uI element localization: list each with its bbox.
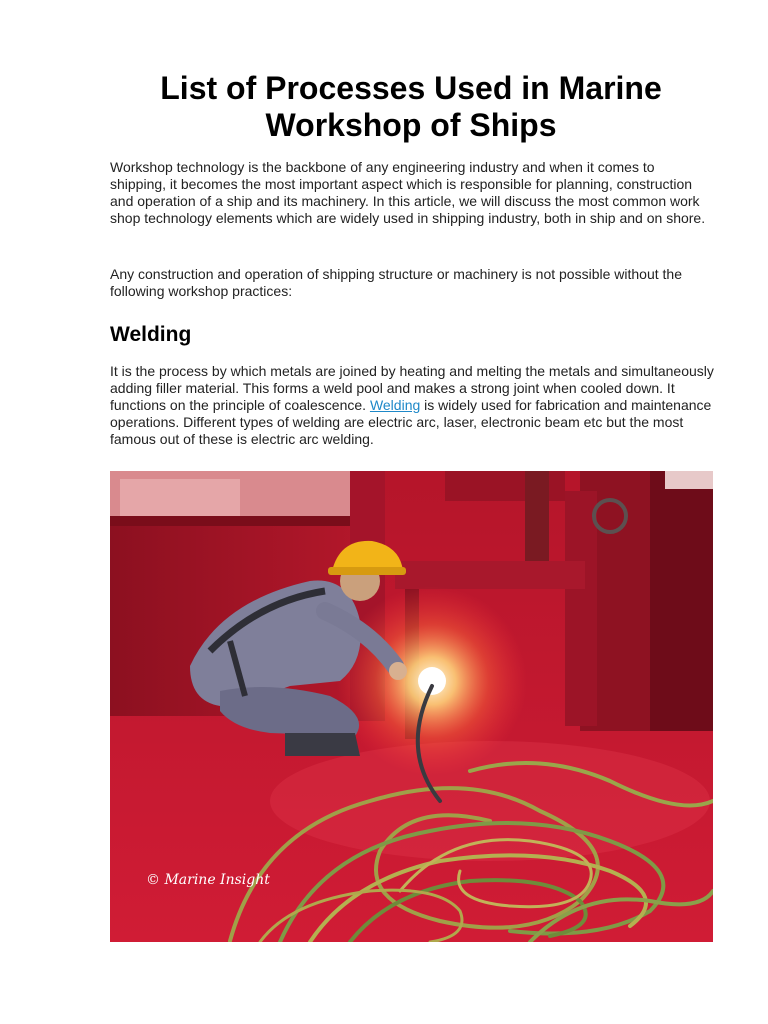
- practices-paragraph: Any construction and operation of shipping structure or machinery is not possible without the following workshop practices:: [110, 266, 682, 299]
- welding-text-after-link: is widely used for fabrication and maintenance operations. Different types of welding are electric arc, laser, electronic beam etc but the most famous out of these is electric arc welding.: [110, 397, 712, 447]
- intro-paragraph: Workshop technology is the backbone of any engineering industry and when it comes to shipping, it becomes the most important aspect which is responsible for planning, construction and operation of a ship and its machinery. In this article, we will discuss the most common work shop technology elements which are widely used in shipping industry, both in ship and on shore.: [110, 159, 706, 226]
- article-title: List of Processes Used in Marine Workshop of Ships: [160, 70, 662, 143]
- photo-watermark: © Marine Insight: [146, 872, 270, 888]
- welding-text-before-link: It is the process by which metals are joined by heating and melting the metals and simultaneously adding filler material. This forms a weld pool and makes a strong joint when cooled down. It functions on the principle of coalescence.: [110, 363, 714, 413]
- welding-link[interactable]: Welding: [369, 397, 421, 413]
- section-heading-welding: Welding: [110, 323, 192, 346]
- welding-photo: [110, 471, 713, 942]
- welding-paragraph: [110, 363, 714, 448]
